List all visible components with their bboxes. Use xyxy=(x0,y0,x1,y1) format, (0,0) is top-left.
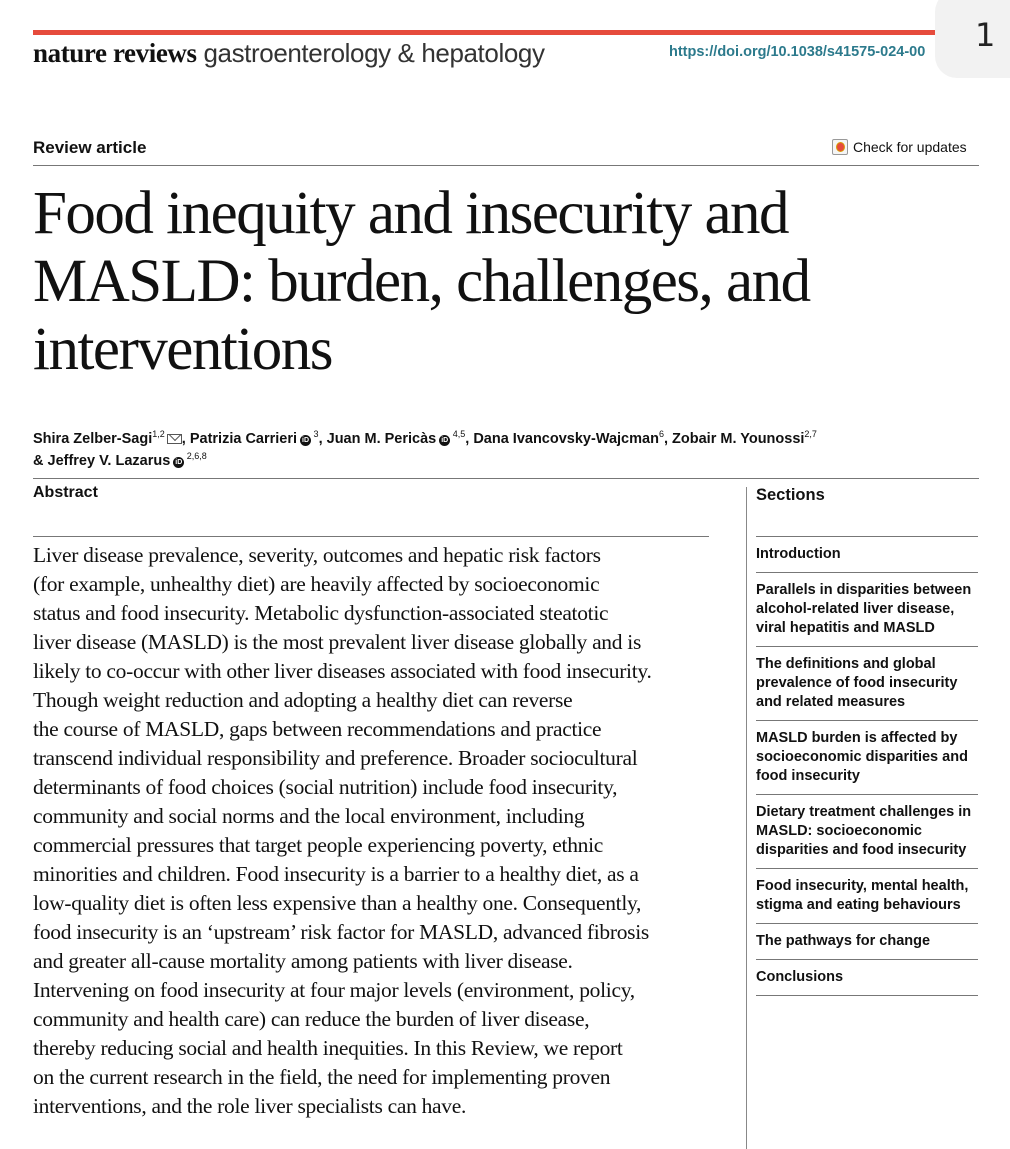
section-link[interactable]: Food insecurity, mental health, stigma and eating behaviours xyxy=(756,869,978,924)
abstract-line: (for example, unhealthy diet) are heavily affected by socioeconomic xyxy=(33,572,600,596)
orcid-icon[interactable]: iD xyxy=(441,437,449,444)
abstract-line: thereby reducing social and health inequities. In this Review, we report xyxy=(33,1036,623,1060)
check-updates-label: Check for updates xyxy=(853,139,967,155)
doi-link[interactable]: https://doi.org/10.1038/s41575-024-00 xyxy=(669,44,926,60)
sections-heading: Sections xyxy=(756,486,825,504)
abstract-text xyxy=(33,541,743,1121)
article-type: Review article xyxy=(33,138,147,157)
abstract-line: and greater all-cause mortality among patients with liver disease. xyxy=(33,949,573,973)
abstract-line: Though weight reduction and adopting a healthy diet can reverse xyxy=(33,688,573,712)
section-link[interactable]: The definitions and global prevalence of food insecurity and related measures xyxy=(756,647,978,721)
section-link[interactable]: MASLD burden is affected by socioeconomic disparities and food insecurity xyxy=(756,721,978,795)
journal-subtitle: gastroenterology & hepatology xyxy=(203,38,545,68)
author-name[interactable]: Shira Zelber-Sagi xyxy=(33,431,153,447)
orcid-icon[interactable]: iD xyxy=(302,437,310,444)
section-link[interactable]: Introduction xyxy=(756,537,978,573)
section-link[interactable]: Parallels in disparities between alcohol-related liver disease, viral hepatitis and MASLD xyxy=(756,573,978,647)
abstract-line: the course of MASLD, gaps between recommendations and practice xyxy=(33,717,602,741)
author-affiliation: 6 xyxy=(658,429,664,440)
abstract-line: food insecurity is an ‘upstream’ risk factor for MASLD, advanced fibrosis xyxy=(33,920,649,944)
abstract-line: Intervening on food insecurity at four major levels (environment, policy, xyxy=(33,978,635,1002)
abstract-line: status and food insecurity. Metabolic dysfunction-associated steatotic xyxy=(33,601,609,625)
author-name[interactable]: Zobair M. Younossi xyxy=(672,431,805,447)
section-link[interactable]: The pathways for change xyxy=(756,924,978,960)
abstract-line: community and social norms and the local environment, including xyxy=(33,804,585,828)
abstract-line: Liver disease prevalence, severity, outcomes and hepatic risk factors xyxy=(33,543,601,567)
journal-brand: nature reviews xyxy=(33,38,197,68)
abstract-line: community and health care) can reduce the burden of liver disease, xyxy=(33,1007,590,1031)
author-list: Shira Zelber-Sagi$^{1,2}$ , Patrizia Carrieri iD $^3$, Juan M. Pericàs iD $^{4,5}$, Dana Ivancovsky-Wajcman$^6$, Zobair M. Younossi$^{2,7}$ & Jeffrey V. Lazarus iD $^{2,6,8}$ xyxy=(33,429,817,469)
page-number: 1 xyxy=(975,16,996,54)
check-updates-link[interactable] xyxy=(832,139,967,155)
author-affiliation: 3 xyxy=(311,429,319,440)
abstract-line: commercial pressures that target people experiencing poverty, ethnic xyxy=(33,833,604,857)
check-updates-icon xyxy=(832,139,848,155)
author-affiliation: 2,6,8 xyxy=(184,451,207,462)
abstract-line: minorities and children. Food insecurity is a barrier to a healthy diet, as a xyxy=(33,862,639,886)
journal-masthead xyxy=(33,38,545,69)
abstract-line: low-quality diet is often less expensive than a healthy one. Consequently, xyxy=(33,891,642,915)
author-affiliation: 1,2 xyxy=(152,429,165,440)
abstract-line: transcend individual responsibility and preference. Broader sociocultural xyxy=(33,746,638,770)
abstract-line: likely to co-occur with other liver diseases associated with food insecurity. xyxy=(33,659,652,683)
email-icon[interactable] xyxy=(167,434,182,444)
divider xyxy=(33,165,979,166)
author-name[interactable]: Patrizia Carrieri xyxy=(189,431,298,447)
author-affiliation: 4,5 xyxy=(450,429,466,440)
divider xyxy=(33,478,979,479)
section-link[interactable]: Dietary treatment challenges in MASLD: socioeconomic disparities and food insecurity xyxy=(756,795,978,869)
section-link[interactable]: Conclusions xyxy=(756,960,978,996)
abstract-line: determinants of food choices (social nutrition) include food insecurity, xyxy=(33,775,618,799)
author-name[interactable]: Dana Ivancovsky-Wajcman xyxy=(473,431,659,447)
author-name[interactable]: Juan M. Pericàs xyxy=(326,431,437,447)
orcid-icon[interactable]: iD xyxy=(175,459,183,466)
abstract-line: liver disease (MASLD) is the most prevalent liver disease globally and is xyxy=(33,630,642,654)
abstract-heading: Abstract xyxy=(33,484,98,501)
divider xyxy=(33,536,709,537)
author-name[interactable]: Jeffrey V. Lazarus xyxy=(47,453,171,469)
column-divider xyxy=(746,487,747,1149)
abstract-line: on the current research in the field, the need for implementing proven xyxy=(33,1065,611,1089)
sections-list xyxy=(756,536,978,996)
page-number-tab xyxy=(935,0,1010,78)
author-affiliation: 2,7 xyxy=(804,429,817,440)
header-accent-bar xyxy=(33,30,937,35)
abstract-line: interventions, and the role liver specialists can have. xyxy=(33,1094,467,1118)
article-title: Food inequity and insecurity and MASLD: burden, challenges, and interventions xyxy=(33,180,810,383)
